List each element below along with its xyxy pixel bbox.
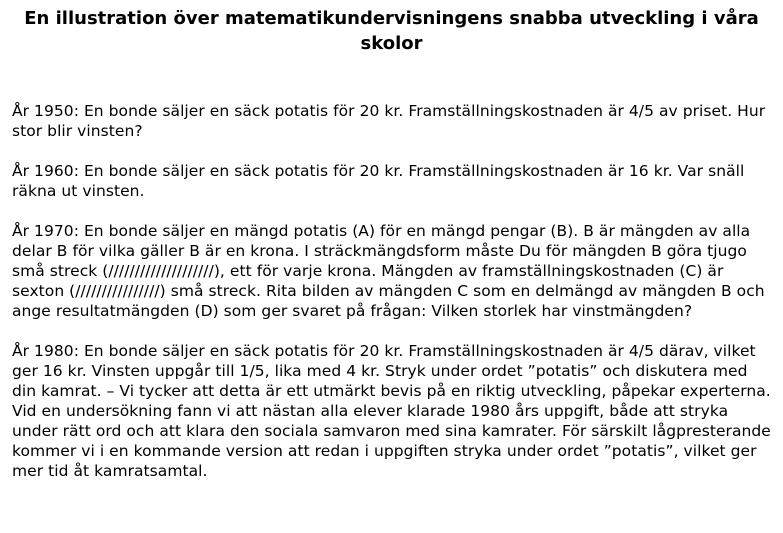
paragraph-1980: År 1980: En bonde säljer en säck potatis för 20 kr. Framställningskostnaden är 4/5 därav, vilket ger 16 kr. Vinsten uppgår till 1/5, lika med 4 kr. Stryk under ordet ”potatis” och diskutera med din kamrat. – Vi tycker att detta är ett utmärkt bevis på en riktig utveckling, påpekar experterna. Vid en undersökning fann vi att nästan alla elever klarade 1980 års uppgift, både att stryka under rätt ord och att klara den sociala samvaron med sina kamrater. För särskilt lågpresterande kommer vi i en kommande version att redan i uppgiften stryka under ordet ”potatis”, vilket ger mer tid åt kamratsamtal. [12, 342, 771, 480]
document-title: En illustration över matematikundervisningens snabba utveckling i våra skolor [24, 8, 759, 54]
paragraph-1950: År 1950: En bonde säljer en säck potatis för 20 kr. Framställningskostnaden är 4/5 av priset. Hur stor blir vinsten? [12, 102, 766, 140]
paragraph-1960: År 1960: En bonde säljer en säck potatis för 20 kr. Framställningskostnaden är 16 kr. Var snäll räkna ut vinsten. [12, 162, 745, 200]
paragraph-1970: År 1970: En bonde säljer en mängd potatis (A) för en mängd pengar (B). B är mängden av alla delar B för vilka gäller B är en krona. I sträckmängdsform måste Du för mängden B göra tjugo små streck (////////////////////), ett för varje krona. Mängden av framställningskostnaden (C) är sexton (////////////////) små streck. Rita bilden av mängden C som en delmängd av mängden B och ange resultatmängden (D) som ger svaret på frågan: Vilken storlek har vinstmängden? [12, 222, 765, 320]
